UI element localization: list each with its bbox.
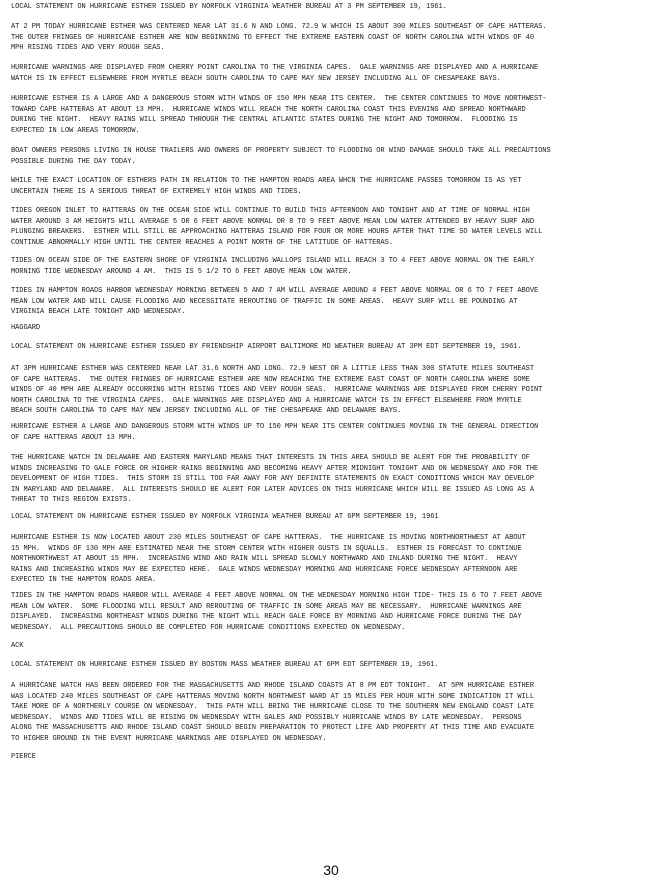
section2-paragraph: THE HURRICANE WATCH IN DELAWARE AND EASTERN MARYLAND MEANS THAT INTERESTS IN THIS AREA SHOULD BE ALERT FOR THE PROBABILITY OF WINDS INCREASING TO GALE FORCE OR HIGHER RAINS BEGINNING AND BECOMING HEAVY AFTER MIDNIGHT TONIGHT AND ON WEDNESDAY AND FOR THE DEVELOPMENT OF HIGH TIDES. THIS STORM IS STILL TOO FAR AWAY FOR ANY DEFINITE STATEMENTS ON EXACT CONDITIONS WHICH MAY DEVELOP IN MARYLAND AND DELAWARE. ALL INTERESTS SHOULD BE ALERT FOR LATER ADVICES ON THIS HURRICANE WHICH WILL BE ISSUED AS LONG AS A THREAT TO THIS REGION EXISTS. [11,454,539,504]
section2-paragraph: HURRICANE ESTHER A LARGE AND DANGEROUS STORM WITH WINDS UP TO 150 MPH NEAR ITS CENTER CONTINUES MOVING IN THE GENERAL DIRECTION OF CAPE HATTERAS ABOUT 13 MPH. [11,423,539,442]
section1-paragraph: HURRICANE ESTHER IS A LARGE AND A DANGEROUS STORM WITH WINDS OF 150 MPH NEAR ITS CENTER. THE CENTER CONTINUES TO MOVE NORTHWEST- TOWARD CAPE HATTERAS AT ABOUT 13 MPH. HURRICANE WINDS WILL REACH THE NORTH CAROLINA COAST THIS EVENING AND SPREAD NORTHWARD DURING THE NIGHT. HEAVY RAINS WILL SPREAD THROUGH THE CENTRAL ATLANTIC STATES DURING THE NIGHT AND TOMORROW. FLOODING IS EXPECTED IN LOW AREAS TOMORROW. [11,95,547,135]
section2-paragraph: AT 3PM HURRICANE ESTHER WAS CENTERED NEAR LAT 31.6 NORTH AND LONG. 72.9 WEST OR A LITTLE LESS THAN 300 STATUTE MILES SOUTHEAST OF CAPE HATTERAS. THE OUTER FRINGES OF HURRICANE ESTHER ARE NOW REACHING THE EXTREME EAST COAST OF NORTH CAROLINA WHERE SOME WINDS OF 40 MPH ARE ALREADY OCCURRING WITH RISING TIDES AND VERY ROUGH SEAS. HURRICANE WARNINGS ARE DISPLAYED FROM CHERRY POINT NORTH CAROLINA TO THE VIRGINIA CAPES. GALE WARNINGS ARE DISPLAYED AND A HURRICANE WATCH IS IN EFFECT ELSEWHERE FROM MYRTLE BEACH SOUTH CAROLINA TO CAPE MAY NEW JERSEY INCLUDING ALL OF THE CHESAPEAKE AND DELAWARE BAYS. [11,365,543,415]
section4-heading: LOCAL STATEMENT ON HURRICANE ESTHER ISSUED BY BOSTON MASS WEATHER BUREAU AT 6PM EDT SEPTEMBER 19, 1961. [11,661,439,669]
section1-heading: LOCAL STATEMENT ON HURRICANE ESTHER ISSUED BY NORFOLK VIRGINIA WEATHER BUREAU AT 3 PM SEPTEMBER 19, 1961. [11,3,447,11]
section4-signature: PIERCE [11,753,36,761]
section3-signature: ACK [11,642,24,650]
section1-paragraph: TIDES ON OCEAN SIDE OF THE EASTERN SHORE OF VIRGINIA INCLUDING WALLOPS ISLAND WILL REACH 3 TO 4 FEET ABOVE NORMAL ON THE EARLY MORNING TIDE WEDNESDAY AROUND 4 AM. THIS IS 5 1/2 TO 6 FEET ABOVE MEAN LOW WATER. [11,257,534,276]
section1-paragraph: TIDES IN HAMPTON ROADS HARBOR WEDNESDAY MORNING BETWEEN 5 AND 7 AM WILL AVERAGE AROUND 4 FEET ABOVE NORMAL OR 6 TO 7 FEET ABOVE MEAN LOW WATER AND WILL CAUSE FLOODING AND NECESSITATE REROUTING OF TRAFFIC IN SOME AREAS. HEAVY SURF WILL BE POUNDING AT VIRGINIA BEACH LATE TONIGHT AND WEDNESDAY. [11,287,539,316]
page-number: 30 [323,862,339,878]
section3-heading: LOCAL STATEMENT ON HURRICANE ESTHER ISSUED BY NORFOLK VIRGINIA WEATHER BUREAU AT 6PM SEPTEMBER 19, 1961 [11,513,439,521]
section3-paragraph: TIDES IN THE HAMPTON ROADS HARBOR WILL AVERAGE 4 FEET ABOVE NORMAL ON THE WEDNESDAY MORNING HIGH TIDE- THIS IS 6 TO 7 FEET ABOVE MEAN LOW WATER. SOME FLOODING WILL RESULT AND REROUTING OF TRAFFIC IN SOME AREAS MAY BE NECESSARY. HURRICANE WARNINGS ARE DISPLAYED. INCREASING NORTHEAST WINDS DURING THE NIGHT WILL REACH GALE FORCE BY MORNING AND HURRICANE FORCE DURING THE DAY WEDNESDAY. ALL PRECAUTIONS SHOULD BE COMPLETED FOR HURRICANE CONDITIONS EXPECTED ON WEDNESDAY. [11,592,543,632]
section3-paragraph: HURRICANE ESTHER IS NOW LOCATED ABOUT 230 MILES SOUTHEAST OF CAPE HATTERAS. THE HURRICANE IS MOVING NORTHNORTHWEST AT ABOUT 15 MPH. WINDS OF 130 MPH ARE ESTIMATED NEAR THE STORM CENTER WITH HIGHER GUSTS IN SQUALLS. ESTHER IS FORECAST TO CONTINUE NORTHNORTHWEST AT ABOUT 15 MPH. INCREASING WIND AND RAIN WILL SPREAD SLOWLY NORTHWARD AND INLAND DURING THE NIGHT. HEAVY RAINS AND INCREASING WINDS MAY BE EXPECTED HERE. GALE WINDS WEDNESDAY MORNING AND HURRICANE FORCE WEDNESDAY AFTERNOON ARE EXPECTED IN THE HAMPTON ROADS AREA. [11,534,526,584]
section1-paragraph: BOAT OWNERS PERSONS LIVING IN HOUSE TRAILERS AND OWNERS OF PROPERTY SUBJECT TO FLOODING OR WIND DAMAGE SHOULD TAKE ALL PRECAUTIONS POSSIBLE DURING THE DAY TODAY. [11,147,551,166]
section1-signature: HAGGARD [11,324,41,332]
section4-paragraph: A HURRICANE WATCH HAS BEEN ORDERED FOR THE MASSACHUSETTS AND RHODE ISLAND COASTS AT 8 PM EDT TONIGHT. AT 5PM HURRICANE ESTHER WAS LOCATED 240 MILES SOUTHEAST OF CAPE HATTERAS MOVING NORTH NORTHWEST WARD AT 15 MILES PER HOUR WITH SOME INDICATION IT WILL TAKE MORE OF A NORTHERLY COURSE ON WEDNESDAY. THIS PATH WILL BRING THE HURRICANE CLOSE TO THE SOUTHERN NEW ENGLAND COAST LATE WEDNESDAY. WINDS AND TIDES WILL BE RISING ON WEDNESDAY WITH GALES AND POSSIBLY HURRICANE WINDS BY LATE WEDNESDAY. PERSONS ALONG THE MASSACHUSETTS AND RHODE ISLAND COAST SHOULD BEGIN PREPARATION TO PROTECT LIFE AND PROPERTY AT THIS TIME AND EVACUATE TO HIGHER GROUND IN THE EVENT HURRICANE WARNINGS ARE DISPLAYED ON WEDNESDAY. [11,682,534,743]
section1-paragraph: AT 2 PM TODAY HURRICANE ESTHER WAS CENTERED NEAR LAT 31.6 N AND LONG. 72.9 W WHICH IS ABOUT 300 MILES SOUTHEAST OF CAPE HATTERAS. THE OUTER FRINGES OF HURRICANE ESTHER ARE NOW BEGINNING TO EFFECT THE EXTREME EASTERN COAST OF NORTH CAROLINA WITH WINDS OF 40 MPH RISING TIDES AND VERY ROUGH SEAS. [11,23,547,52]
section1-paragraph: WHILE THE EXACT LOCATION OF ESTHERS PATH IN RELATION TO THE HAMPTON ROADS AREA WHCN THE HURRICANE PASSES TOMORROW IS AS YET UNCERTAIN THERE IS A SERIOUS THREAT OF EXTREMELY HIGH WINDS AND TIDES. [11,177,522,196]
section1-paragraph: HURRICANE WARNINGS ARE DISPLAYED FROM CHERRY POINT CAROLINA TO THE VIRGINIA CAPES. GALE WARNINGS ARE DISPLAYED AND A HURRICANE WATCH IS IN EFFECT ELSEWHERE FROM MYRTLE BEACH SOUTH CAROLINA TO CAPE MAY NEW JERSEY INCLUDING ALL OF CHESAPEAKE BAYS. [11,64,539,83]
section1-paragraph: TIDES OREGON INLET TO HATTERAS ON THE OCEAN SIDE WILL CONTINUE TO BUILD THIS AFTERNOON AND TONIGHT AND AT TIME OF NORMAL HIGH WATER AROUND 3 AM HEIGHTS WILL AVERAGE 5 OR 6 FEET ABOVE NORMAL OR 8 TO 9 FEET ABOVE MEAN LOW WATER ATTENDED BY HEAVY SURF AND PLUNGING BREAKERS. ESTHER WILL STILL BE APPROACHING HATTERAS ISLAND FOR FOUR OR MORE HOURS AFTER THAT TIME SO WATER LEVELS WILL CONTINUE ABNORMALLY HIGH UNTIL THE CENTER REACHES A POINT NORTH OF THE LATITUDE OF HATTERAS. [11,207,543,247]
section2-heading: LOCAL STATEMENT ON HURRICANE ESTHER ISSUED BY FRIENDSHIP AIRPORT BALTIMORE MD WEATHER BUREAU AT 3PM EDT SEPTEMBER 19, 1961. [11,343,522,351]
